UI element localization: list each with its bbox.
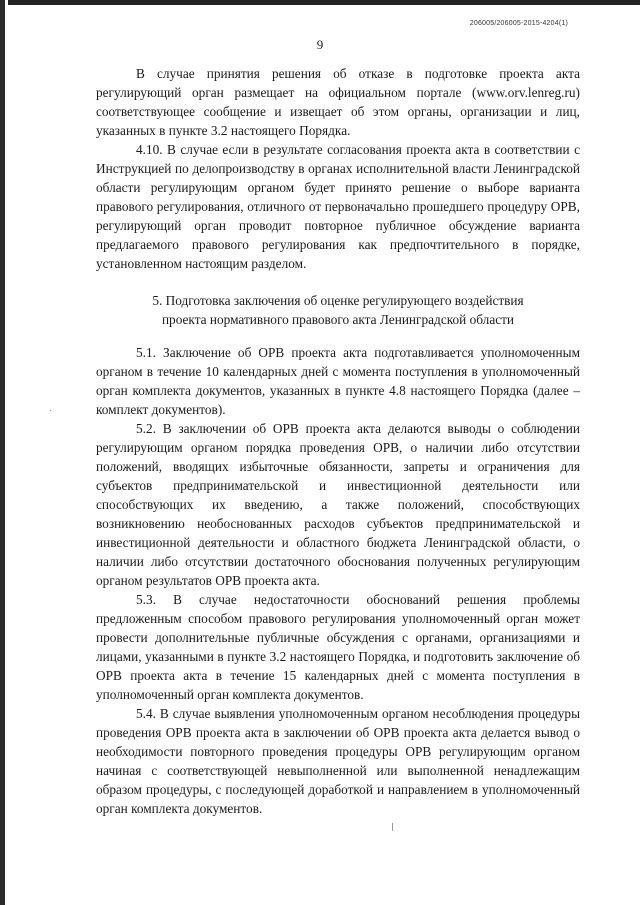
section-heading-line1: 5. Подготовка заключения об оценке регулирующего воздействия (152, 293, 524, 308)
document-id: 206005/206005-2015-4204(1) (469, 20, 568, 27)
page-number: 9 (316, 37, 324, 52)
paragraph-5-1: 5.1. Заключение об ОРВ проекта акта подготавливается уполномоченным органом в течение 10 календарных дней с момента поступления в уполномоченный орган комплекта документов, указанных в пункте 4.8 настоящего Порядка (далее – комплект документов). (96, 345, 580, 417)
scan-speck (50, 410, 51, 411)
document-body (96, 64, 580, 818)
section-heading (96, 291, 580, 329)
scan-edge-left (0, 0, 5, 905)
paragraph-5-2: 5.2. В заключении об ОРВ проекта акта делаются выводы о соблюдении регулирующим органом порядка проведения ОРВ, о наличии либо отсутствии положений, вводящих избыточные обязанности, запреты и ограничения для субъектов предпринимательской и инвестиционной деятельности или способствующих их введению, а также положений, способствующих возникновению необоснованных расходов субъектов предпринимательской и инвестиционной деятельности и областного бюджета Ленинградской области, о наличии либо отсутствии достаточного обоснования полученных регулирующим органом результатов ОРВ проекта акта. (96, 421, 580, 588)
paragraph-5-3: 5.3. В случае недостаточности обоснований решения проблемы предложенным способом правового регулирования уполномоченный орган может провести дополнительные публичные обсуждения с органами, организациями и лицами, указанными в пункте 3.2 настоящего Порядка, и подготовить заключение об ОРВ проекта акта в течение 15 календарных дней с момента поступления в уполномоченный орган комплекта документов. (96, 592, 580, 702)
paragraph-refusal: В случае принятия решения об отказе в подготовке проекта акта регулирующий орган размещает на официальном портале (www.orv.lenreg.ru) соответствующее сообщение и извещает об этом органы, организации и лиц, указанных в пункте 3.2 настоящего Порядка. (96, 66, 580, 138)
paragraph-4-10: 4.10. В случае если в результате согласования проекта акта в соответствии с Инструкцией по делопроизводству в органах исполнительной власти Ленинградской области регулирующим органом будет принято решение о выборе варианта правового регулирования, отличного от первоначально прошедшего процедуру ОРВ, регулирующий орган проводит повторное публичное обсуждение варианта предлагаемого правового регулирования как предпочтительного в порядке, установленном настоящим разделом. (96, 142, 580, 271)
paragraph-5-4: 5.4. В случае выявления уполномоченным органом несоблюдения процедуры проведения ОРВ проекта акта в заключении об ОРВ проекта акта делается вывод о необходимости повторного проведения процедуры ОРВ регулирующим органом начиная с соответствующей невыполненной или выполненной ненадлежащим образом процедуры, с последующей доработкой и направлением в уполномоченный орган комплекта документов. (96, 706, 580, 816)
section-heading-line2: проекта нормативного правового акта Ленинградской области (161, 312, 515, 327)
scan-edge-top (8, 0, 640, 5)
scan-speck (392, 823, 393, 831)
